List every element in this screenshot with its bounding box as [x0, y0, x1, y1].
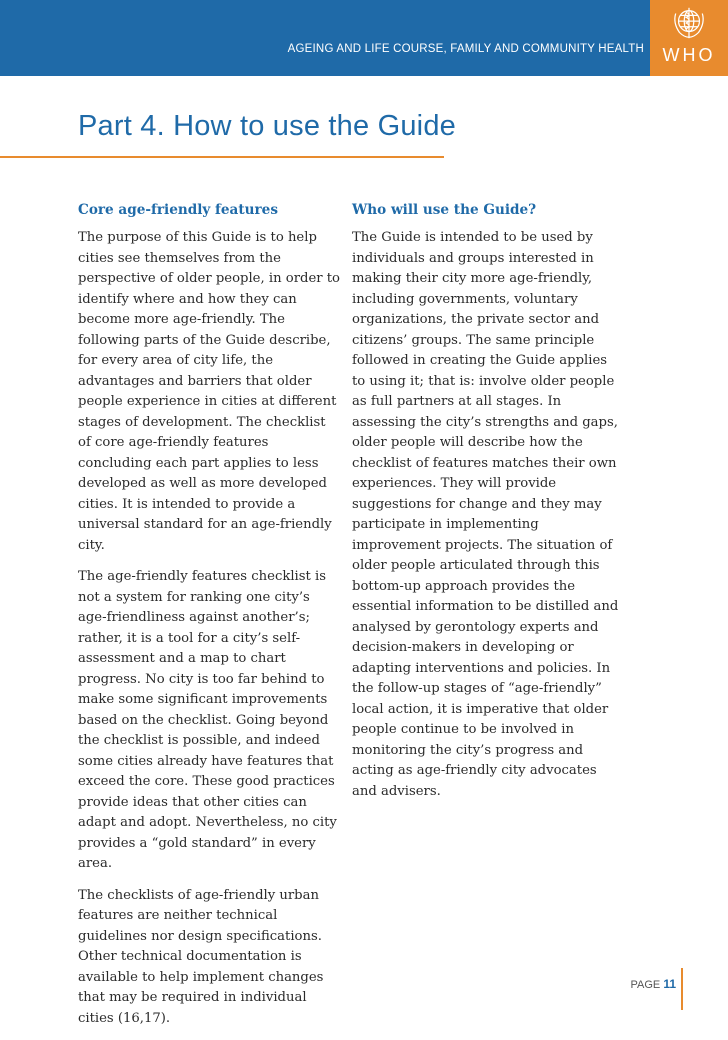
page-number-divider — [681, 968, 683, 1010]
left-column-heading: Core age-friendly features — [78, 202, 278, 218]
page-number: 11 — [663, 977, 676, 991]
left-column — [78, 200, 340, 1040]
left-paragraph-3: The checklists of age-friendly urban features are neither technical guidelines nor design specifications. Other technical documentation is available to help implement changes that may be required in individual cities (16,17). — [78, 887, 324, 1026]
right-paragraph-1: The Guide is intended to be used by individuals and groups interested in making their city more age-friendly, including governments, voluntary organizations, the private sector and citizens’ groups. The same principle followed in creating the Guide applies to using it; that is: involve older people as full partners at all stages. In assessing the city’s strengths and gaps, older people will describe how the checklist of features matches their own experiences. They will provide suggestions for change and they may participate in implementing improvement projects. The situation of older people articulated through this bottom-up approach provides the essential information to be distilled and analysed by gerontology experts and decision-makers in developing or adapting interventions and policies. In the follow-up stages of “age-friendly” local action, it is imperative that older people continue to be involved in monitoring the city’s progress and acting as age-friendly city advocates and advisers. — [352, 230, 619, 799]
page-word: PAGE — [630, 979, 661, 991]
who-wordmark: WHO — [662, 45, 716, 65]
right-column — [352, 200, 622, 813]
who-emblem-icon — [670, 4, 708, 42]
right-column-heading: Who will use the Guide? — [352, 202, 537, 218]
title-divider — [0, 156, 444, 158]
page-number-label — [630, 977, 676, 991]
header-bar — [0, 0, 728, 76]
section-label: AGEING AND LIFE COURSE, FAMILY AND COMMUNITY HEALTH — [287, 43, 644, 55]
left-paragraph-1: The purpose of this Guide is to help cities see themselves from the perspective of older people, in order to identify where and how they can become more age-friendly. The following parts of the Guide describe, for every area of city life, the advantages and barriers that older people experience in cities at different stages of development. The checklist of core age-friendly features concluding each part applies to less developed as well as more developed cities. It is intended to provide a universal standard for an age-friendly city. — [78, 230, 340, 553]
left-paragraph-2: The age-friendly features checklist is not a system for ranking one city’s age-friendliness against another’s; rather, it is a tool for a city’s self-assessment and a map to chart progress. No city is too far behind to make some significant improvements based on the checklist. Going beyond the checklist is possible, and indeed some cities already have features that exceed the core. These good practices provide ideas that other cities can adapt and adopt. Nevertheless, no city provides a “gold standard” in every area. — [78, 569, 337, 871]
who-logo — [650, 0, 728, 76]
page-title: Part 4. How to use the Guide — [78, 110, 456, 142]
